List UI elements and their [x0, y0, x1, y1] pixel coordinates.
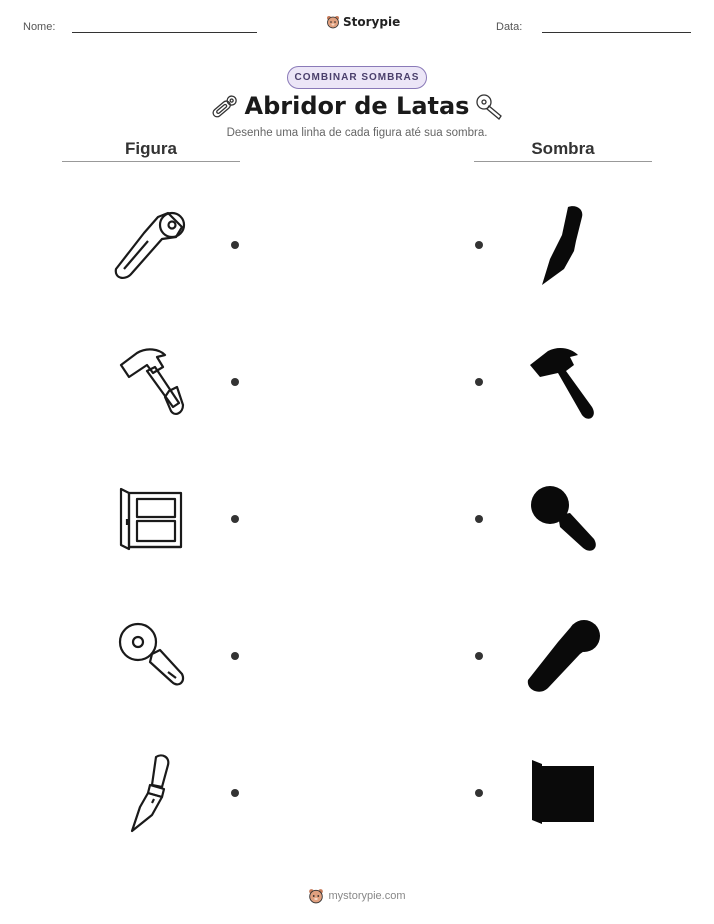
pizza-cutter-icon	[474, 92, 506, 122]
column-rule-left	[62, 161, 240, 162]
column-rule-right	[474, 161, 652, 162]
shadow-dot-2[interactable]	[475, 378, 483, 386]
column-header-sombra: Sombra	[531, 139, 595, 158]
hammer-icon	[117, 345, 187, 421]
date-label: Data:	[496, 21, 523, 33]
hammer-shadow-icon	[528, 345, 598, 423]
instructions: Desenhe uma linha de cada figura até sua sombra.	[226, 127, 488, 139]
figure-dot-3[interactable]	[231, 515, 239, 523]
carving-knife-shadow-icon	[538, 205, 588, 287]
can-opener-icon	[110, 205, 192, 285]
carving-knife-icon	[128, 753, 178, 833]
pizza-cutter-icon	[116, 620, 188, 692]
figure-dot-2[interactable]	[231, 378, 239, 386]
shadow-dot-3[interactable]	[475, 515, 483, 523]
name-label: Nome:	[23, 21, 56, 33]
cabinet-shadow-icon	[528, 758, 598, 826]
column-header-figura: Figura	[125, 139, 177, 158]
figure-dot-5[interactable]	[231, 789, 239, 797]
cabinet-icon	[117, 485, 187, 553]
brand-name: Storypie	[343, 15, 401, 29]
activity-badge: COMBINAR SOMBRAS	[287, 66, 427, 89]
bear-logo-icon	[308, 888, 324, 904]
figure-dot-1[interactable]	[231, 241, 239, 249]
footer	[0, 888, 714, 904]
footer-link[interactable]: mystorypie.com	[328, 890, 406, 902]
shadow-dot-4[interactable]	[475, 652, 483, 660]
bear-logo-icon	[326, 15, 340, 29]
name-field[interactable]	[72, 32, 257, 33]
shadow-dot-1[interactable]	[475, 241, 483, 249]
can-opener-shadow-icon	[524, 618, 604, 694]
figure-dot-4[interactable]	[231, 652, 239, 660]
page-title: Abridor de Latas	[244, 92, 470, 120]
brand-logo	[326, 15, 400, 29]
shadow-dot-5[interactable]	[475, 789, 483, 797]
date-field[interactable]	[542, 32, 691, 33]
pizza-cutter-shadow-icon	[528, 485, 600, 555]
